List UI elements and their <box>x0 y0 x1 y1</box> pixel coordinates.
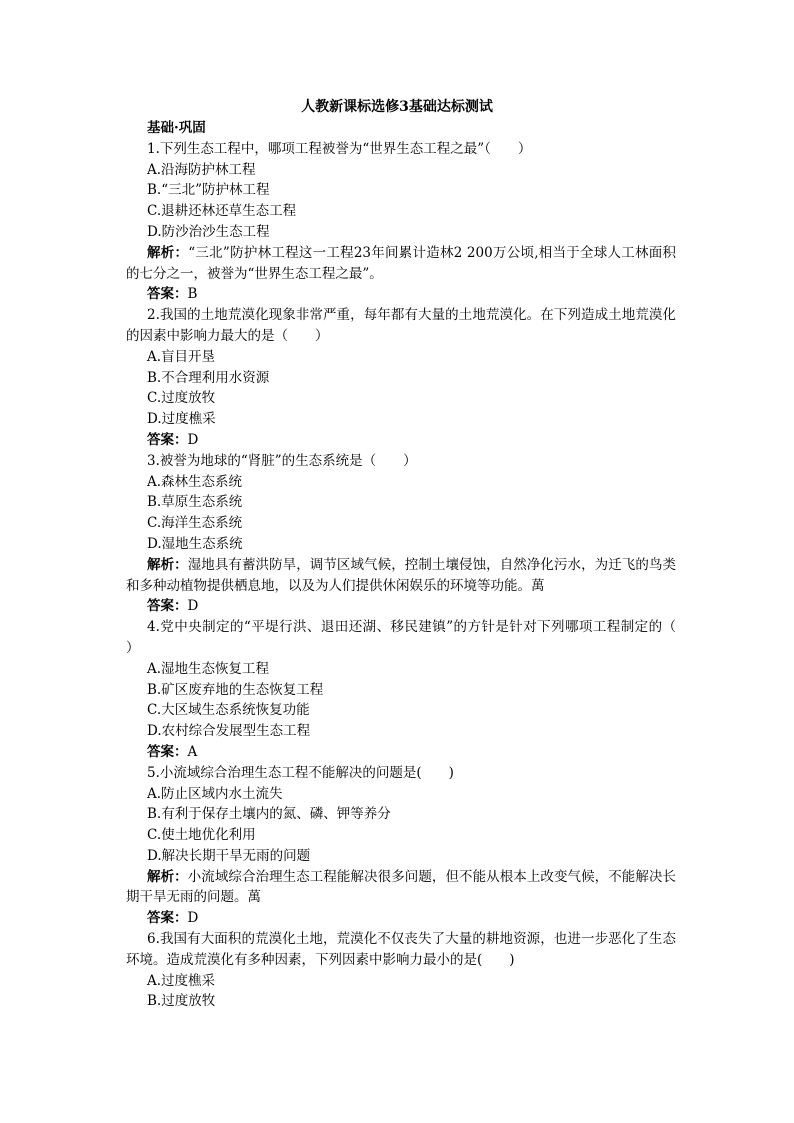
question-6-option-b: B.过度放牧 <box>147 993 216 1010</box>
answer-value: A <box>187 743 198 760</box>
question-2-option-c: C.过度放牧 <box>147 390 216 407</box>
question-3-stem: 3.被誉为地球的“肾脏”的生态系统是（ ） <box>147 452 417 469</box>
question-6-option-a: A.过度樵采 <box>147 972 216 989</box>
question-1-option-a: A.沿海防护林工程 <box>147 161 256 178</box>
question-3-option-d: D.湿地生态系统 <box>147 535 243 552</box>
answer-value: D <box>187 431 199 448</box>
question-4-option-c: C.大区域生态系统恢复功能 <box>147 702 310 719</box>
question-3-explanation <box>126 555 676 597</box>
explanation-label: 解析： <box>147 556 188 573</box>
question-1-answer <box>126 284 676 305</box>
question-4-option-a: A.湿地生态恢复工程 <box>147 660 270 677</box>
question-5-explanation <box>126 867 676 909</box>
explanation-label: 解析： <box>147 244 189 261</box>
question-4-answer <box>126 742 676 763</box>
explanation-text: 湿地具有蓄洪防旱，调节区域气候，控制土壤侵蚀，自然净化污水，为迁飞的鸟类和多种动植物提供栖息地，以及为人们提供休闲娱乐的环境等功能。萬 <box>126 556 677 594</box>
question-5-option-a: A.防止区域内水土流失 <box>147 785 283 802</box>
document-title: 人教新课标选修3基础达标测试 <box>301 99 493 115</box>
question-5-option-b: B.有利于保存土壤内的氮、磷、钾等养分 <box>147 806 391 823</box>
question-1-explanation <box>126 243 676 285</box>
answer-value: D <box>187 910 199 927</box>
question-3-option-c: C.海洋生态系统 <box>147 515 243 532</box>
explanation-text: 小流域综合治理生态工程能解决很多问题，但不能从根本上改变气候，不能解决长期干旱无雨的问题。萬 <box>126 868 677 906</box>
answer-label: 答案： <box>147 910 188 927</box>
question-2-option-d: D.过度樵采 <box>147 411 216 428</box>
question-1-option-b: B.“三北”防护林工程 <box>147 182 270 199</box>
question-2-option-b: B.不合理利用水资源 <box>147 369 270 386</box>
answer-value: D <box>187 598 199 615</box>
explanation-label: 解析： <box>147 868 188 885</box>
question-3-option-a: A.森林生态系统 <box>147 473 243 490</box>
answer-label: 答案： <box>147 598 188 615</box>
question-4-option-d: D.农村综合发展型生态工程 <box>147 723 311 740</box>
answer-label: 答案： <box>147 743 188 760</box>
section-heading: 基础·巩固 <box>147 120 206 136</box>
question-5-answer <box>126 908 676 929</box>
question-5-option-c: C.使土地优化利用 <box>147 827 256 844</box>
question-3-answer <box>126 596 676 617</box>
question-2-stem: 2.我国的土地荒漠化现象非常严重，每年都有大量的土地荒漠化。在下列造成土地荒漠化的因素中影响力最大的是（ ） <box>126 307 676 344</box>
question-5-stem: 5.小流域综合治理生态工程不能解决的问题是( ) <box>147 764 454 781</box>
question-6-stem: 6.我国有大面积的荒漠化土地，荒漠化不仅丧失了大量的耕地资源，也进一步恶化了生态环境。造成荒漠化有多种因素，下列因素中影响力最小的是( ) <box>126 931 676 968</box>
answer-value: B <box>187 286 198 303</box>
explanation-text: “三北”防护林工程这一工程23年间累计造林2 200万公顷,相当于全球人工林面积的七分之一，被誉为“世界生态工程之最”。 <box>126 244 677 282</box>
question-3-option-b: B.草原生态系统 <box>147 494 243 511</box>
question-2-option-a: A.盲目开垦 <box>147 348 216 365</box>
document-content <box>126 118 703 1012</box>
answer-label: 答案： <box>147 286 188 303</box>
question-4-option-b: B.矿区废弃地的生态恢复工程 <box>147 681 324 698</box>
question-5-option-d: D.解决长期干旱无雨的问题 <box>147 847 311 864</box>
question-1-option-c: C.退耕还林还草生态工程 <box>147 203 297 220</box>
question-1-option-d: D.防沙治沙生态工程 <box>147 223 270 240</box>
question-1-stem: 1.下列生态工程中，哪项工程被誉为“世界生态工程之最”（ ） <box>147 140 532 157</box>
answer-label: 答案： <box>147 431 188 448</box>
question-2-answer <box>126 430 676 451</box>
question-4-stem: 4.党中央制定的“平堤行洪、退田还湖、移民建镇”的方针是针对下列哪项工程制定的（ ） <box>126 619 703 656</box>
